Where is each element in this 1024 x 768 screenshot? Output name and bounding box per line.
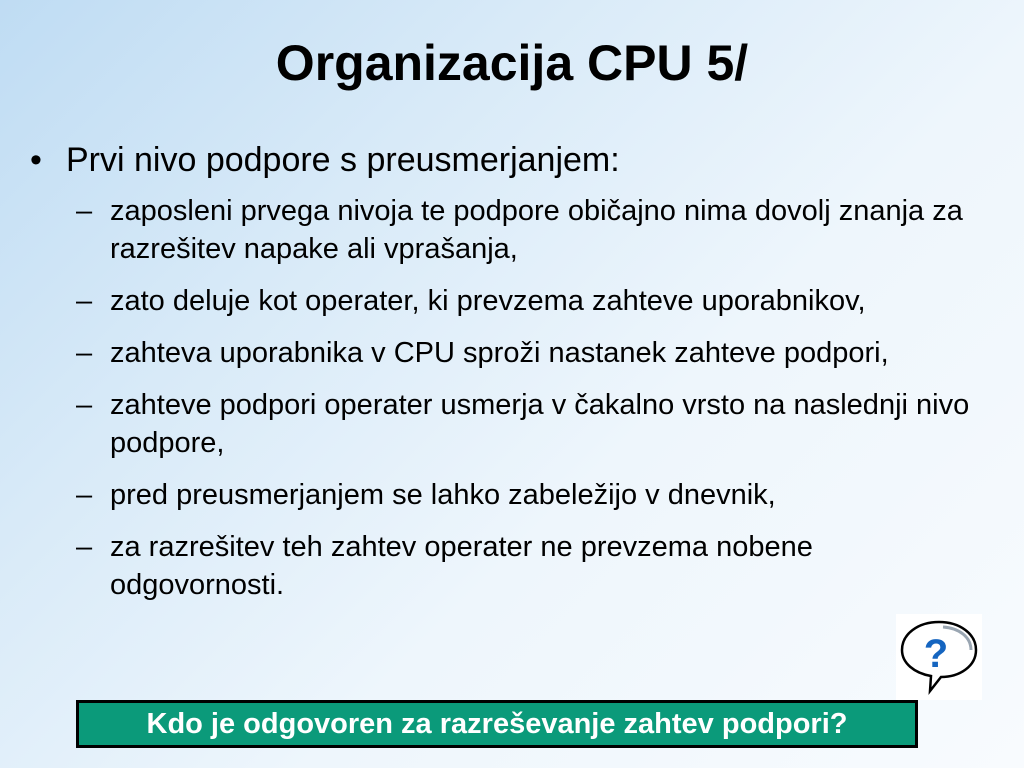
sub-bullet-item [76, 528, 976, 604]
sub-bullet-text: zahteva uporabnika v CPU sproži nastanek zahteve podpori, [110, 337, 889, 369]
main-bullet-text: Prvi nivo podpore s preusmerjanjem: [66, 141, 620, 179]
sub-bullet-item [76, 282, 976, 320]
sub-bullet-item [76, 192, 976, 268]
sub-bullet-dash: – [76, 389, 93, 421]
sub-bullet-dash: – [76, 531, 93, 563]
sub-bullet-text: zahteve podpori operater usmerja v čakalno vrsto na naslednji nivo podpore, [110, 389, 970, 459]
sub-bullet-list [76, 192, 976, 618]
sub-bullet-dash: – [76, 337, 93, 369]
sub-bullet-text: zaposleni prvega nivoja te podpore običajno nima dovolj znanja za razrešitev napake ali vprašanja, [110, 195, 963, 265]
sub-bullet-dash: – [76, 195, 93, 227]
question-box: Kdo je odgovoren za razreševanje zahtev podpori? [76, 700, 918, 748]
sub-bullet-text: za razrešitev teh zahtev operater ne prevzema nobene odgovornosti. [110, 531, 813, 601]
sub-bullet-text: pred preusmerjanjem se lahko zabeležijo v dnevnik, [110, 479, 776, 511]
svg-text:?: ? [923, 632, 949, 676]
sub-bullet-dash: – [76, 479, 93, 511]
sub-bullet-item [76, 476, 976, 514]
question-bubble-graphic [896, 614, 982, 700]
slide-title: Organizacija CPU 5/ [275, 35, 749, 91]
sub-bullet-item [76, 334, 976, 372]
question-speech-bubble-icon [896, 614, 982, 700]
sub-bullet-text: zato deluje kot operater, ki prevzema zahteve uporabnikov, [110, 285, 866, 317]
sub-bullet-item [76, 386, 976, 462]
sub-bullet-dash: – [76, 285, 93, 317]
bullet-dot: • [30, 141, 42, 179]
